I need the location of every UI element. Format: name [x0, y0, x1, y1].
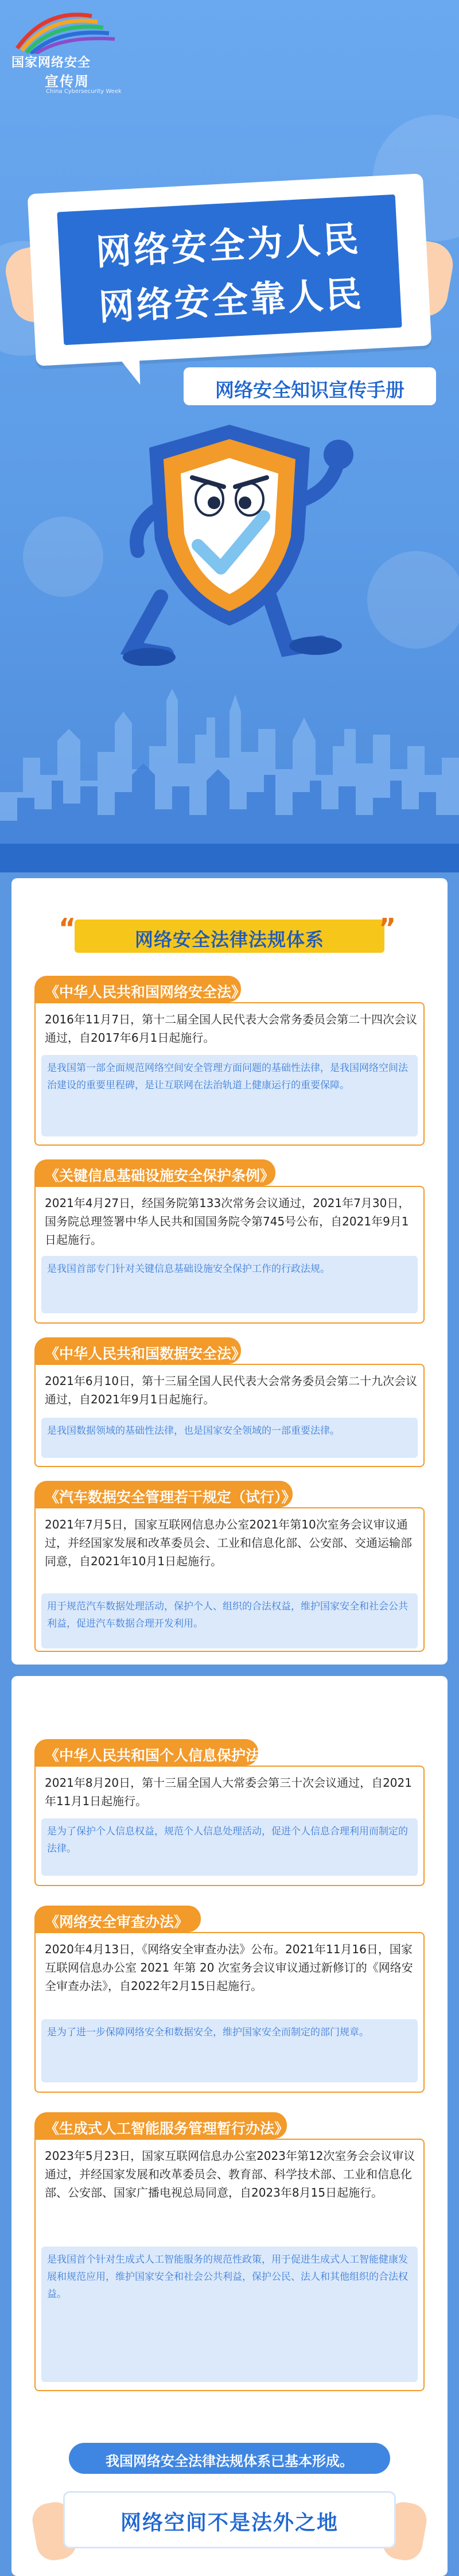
- law-card: [34, 1766, 425, 1886]
- laws-panel-1: [11, 878, 448, 1665]
- law-title: 《中华人民共和国个人信息保护法》: [45, 1747, 275, 1764]
- slogan-panel: [57, 195, 402, 346]
- slogan-line-1: 网络安全为人民: [95, 218, 362, 274]
- logo: [11, 8, 184, 94]
- slogan-line-2: 网络安全靠人民: [98, 272, 365, 328]
- law-card: [34, 1186, 425, 1324]
- law-title-tab: [34, 2112, 287, 2139]
- law-title-tab: [34, 1337, 246, 1364]
- law-description: 2020年4月13日，《网络安全审查办法》公布。2021年11月16日，国家互联网信息办公室 2021 年第 20 次室务会议审议通过新修订的《网络安全审查办法》，自2022年2月15日起施行。: [45, 1942, 413, 1993]
- law-note-box: [41, 1593, 418, 1648]
- law-title: 《中华人民共和国网络安全法》: [45, 984, 246, 1000]
- law-card: [34, 1507, 425, 1652]
- law-note-box: [41, 1418, 418, 1458]
- law-note-box: [41, 2247, 418, 2382]
- law-note: 是为了保护个人信息权益，规范个人信息处理活动，促进个人信息合理利用而制定的法律。: [47, 1826, 408, 1855]
- law-title-tab: [34, 976, 246, 1002]
- hero-section: [0, 0, 459, 872]
- law-item: [34, 2112, 425, 2399]
- law-note-box: [41, 1055, 418, 1136]
- law-description: 2016年11月7日，第十二届全国人民代表大会常务委员会第二十四次会议通过，自2017年6月1日起施行。: [45, 1012, 418, 1045]
- law-item: [34, 1159, 425, 1326]
- law-card: [34, 1932, 425, 2093]
- shield-mascot-icon: [98, 413, 361, 666]
- subtitle-bubble: [184, 367, 436, 405]
- law-note: 是我国数据领域的基础性法律，也是国家安全领域的一部重要法律。: [47, 1425, 340, 1437]
- section-title: 网络安全法律法规体系: [134, 929, 324, 951]
- law-title-tab: [34, 1159, 275, 1186]
- logo-arc-icon: [11, 8, 143, 54]
- decor-bubble: [367, 551, 459, 649]
- laws-panel-2: [11, 1676, 448, 2576]
- summary-pill: [69, 2443, 390, 2474]
- decor-bubble: [23, 517, 103, 597]
- city-skyline-illustration: [0, 677, 459, 872]
- law-item: [34, 976, 425, 1146]
- law-title: 《中华人民共和国数据安全法》: [45, 1345, 246, 1362]
- law-note: 用于规范汽车数据处理活动，保护个人、组织的合法权益，维护国家安全和社会公共利益，促进汽车数据合理开发利用。: [47, 1601, 408, 1630]
- section-banner: [11, 878, 448, 964]
- law-card: [34, 2139, 425, 2391]
- law-description: 2021年7月5日，国家互联网信息办公室2021年第10次室务会议审议通过，并经国家发展和改革委员会、工业和信息化部、公安部、交通运输部同意，自2021年10月1日起施行。: [45, 1518, 412, 1568]
- law-title-tab: [34, 1739, 275, 1766]
- law-item: [34, 1739, 425, 1888]
- law-title-tab: [34, 1906, 201, 1932]
- logo-english: China Cybersecurity Week: [46, 88, 122, 95]
- closing-slogan: 网络空间不是法外之地: [120, 2511, 339, 2535]
- law-description: 2021年6月10日，第十三届全国人民代表大会常务委员会第二十九次会议通过，自2021年9月1日起施行。: [45, 1374, 418, 1406]
- law-note: 是我国第一部全面规范网络空间安全管理方面问题的基础性法律，是我国网络空间法治建设的重要里程碑，是让互联网在法治轨道上健康运行的重要保障。: [47, 1062, 408, 1091]
- law-title: 《关键信息基础设施安全保护条例》: [45, 1167, 275, 1184]
- law-card: [34, 1364, 425, 1467]
- slogan-sign: [28, 173, 432, 366]
- quote-close-icon: ”: [379, 913, 396, 944]
- law-title: 《生成式人工智能服务管理暂行办法》: [45, 2120, 289, 2137]
- law-item: [34, 1337, 425, 1469]
- logo-name-line2: 宣传周: [45, 73, 90, 90]
- law-note-box: [41, 1818, 418, 1876]
- law-description: 2021年8月20日，第十三届全国人大常委会第三十次会议通过，自2021年11月1日起施行。: [45, 1776, 412, 1808]
- handbook-title: 网络安全知识宣传手册: [215, 379, 404, 401]
- law-note: 是为了进一步保障网络安全和数据安全，维护国家安全而制定的部门规章。: [47, 2027, 369, 2038]
- law-description: 2023年5月23日，国家互联网信息办公室2023年第12次室务会会议审议通过，并经国家发展和改革委员会、教育部、科学技术部、工业和信息化部、公安部、国家广播电视总局同意，自2023年8月15日起施行。: [45, 2149, 415, 2199]
- law-title: 《网络安全审查办法》: [45, 1914, 189, 1930]
- law-note-box: [41, 1256, 418, 1313]
- law-title-tab: [34, 1481, 296, 1507]
- section-title-box: [75, 920, 384, 953]
- logo-name: 国家网络安全: [11, 56, 91, 70]
- law-item: [34, 1906, 425, 2095]
- law-note: 是我国首部专门针对关键信息基础设施安全保护工作的行政法规。: [47, 1263, 330, 1275]
- law-item: [34, 1481, 425, 1653]
- law-card: [34, 1002, 425, 1146]
- summary-text: 我国网络安全法律法规体系已基本形成。: [106, 2453, 353, 2469]
- quote-open-icon: “: [59, 913, 76, 944]
- law-description: 2021年4月27日，经国务院第133次常务会议通过，2021年7月30日，国务院总理签署中华人民共和国国务院令第745号公布，自2021年9月1日起施行。: [45, 1196, 410, 1247]
- closing-sign: [63, 2491, 396, 2548]
- law-note: 是我国首个针对生成式人工智能服务的规范性政策，用于促进生成式人工智能健康发展和规范应用，维护国家安全和社会公共利益，保护公民、法人和其他组织的合法权益。: [47, 2254, 408, 2300]
- law-title: 《汽车数据安全管理若干规定（试行）》: [45, 1489, 296, 1506]
- law-note-box: [41, 2019, 418, 2082]
